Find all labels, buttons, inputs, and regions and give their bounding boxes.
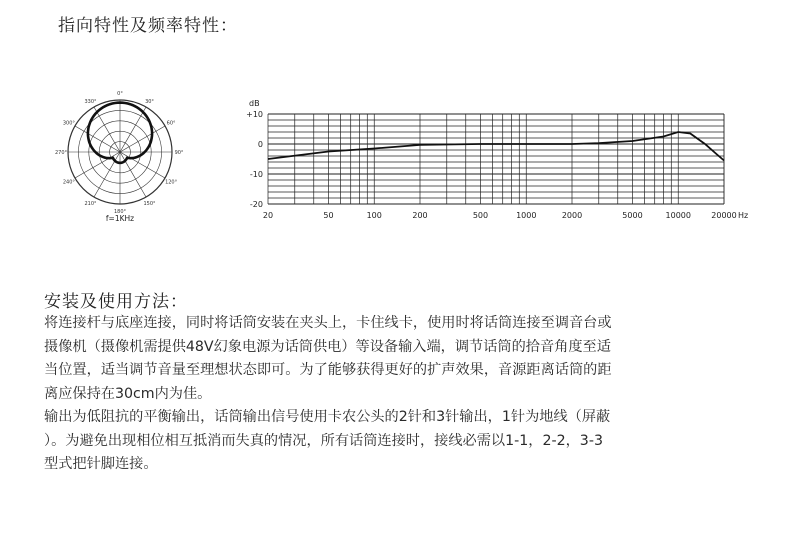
polar-caption: f=1KHz [105, 214, 135, 223]
fr-y-tick-labels [246, 110, 263, 209]
polar-spoke [94, 107, 120, 152]
polar-spoke [75, 126, 120, 152]
polar-grid [68, 100, 172, 204]
section-title-installation: 安装及使用方法： [44, 292, 188, 312]
fr-x-tick-label: 500 [472, 211, 489, 220]
instruction-line: 型式把针脚连接。 [44, 456, 158, 472]
fr-x-tick-label: 20000 [711, 211, 737, 220]
polar-pattern-chart [50, 88, 190, 228]
fr-x-tick-label: 5000 [622, 211, 643, 220]
polar-angle-label: 60° [166, 120, 176, 127]
fr-x-axis-unit: Hz [738, 211, 749, 220]
polar-angle-label: 90° [174, 150, 184, 156]
polar-angle-label: 180° [113, 209, 127, 215]
fr-y-tick-label: -10 [249, 170, 263, 179]
fr-x-tick-label: 10000 [665, 211, 691, 220]
fr-x-tick-label: 2000 [561, 211, 583, 220]
frequency-response-chart [244, 97, 764, 227]
polar-angle-label: 330° [84, 98, 97, 105]
fr-grid [268, 114, 724, 204]
fr-x-tick-label: 20 [262, 211, 274, 220]
fr-x-tick-label: 200 [412, 211, 428, 220]
instruction-line: 摄像机（摄像机需提供48V幻象电源为话筒供电）等设备输入端，调节话筒的拾音角度至适 [44, 338, 611, 355]
polar-angle-label: 120° [165, 179, 178, 186]
polar-angle-label: 270° [54, 150, 68, 156]
section-title-directivity: 指向特性及频率特性： [58, 16, 238, 36]
fr-x-tick-labels [263, 211, 737, 220]
fr-y-axis-label: dB [249, 99, 260, 108]
polar-angle-label: 300° [62, 120, 75, 127]
fr-y-tick-label: -20 [249, 200, 263, 209]
installation-instructions [44, 312, 764, 477]
fr-x-tick-label: 1000 [516, 211, 537, 220]
instruction-line: 离应保持在30cm内为佳。 [44, 385, 212, 402]
polar-angle-label: 210° [84, 201, 97, 208]
polar-spoke [75, 152, 120, 178]
polar-angle-label: 150° [143, 201, 156, 208]
polar-angle-label: 30° [145, 98, 154, 105]
instruction-line: 当位置，适当调节音量至理想状态即可。为了能够获得更好的扩声效果，音源距离话筒的距 [44, 362, 612, 378]
fr-y-tick-label: 0 [257, 140, 263, 149]
polar-spoke [120, 107, 146, 152]
polar-angle-label: 240° [62, 179, 75, 186]
polar-angle-label: 0° [117, 91, 123, 97]
instruction-line: ）。为避免出现相位相互抵消而失真的情况，所有话筒连接时，接线必需以1-1，2-2，3-3 [44, 432, 603, 449]
polar-spoke [120, 152, 165, 178]
polar-spoke [120, 126, 165, 152]
fr-x-tick-label: 100 [366, 211, 382, 220]
fr-x-tick-label: 50 [323, 211, 334, 220]
instruction-line: 将连接杆与底座连接，同时将话筒安装在夹头上，卡住线卡，使用时将话筒连接至调音台或 [44, 315, 612, 331]
instruction-line: 输出为低阻抗的平衡输出，话筒输出信号使用卡农公头的2针和3针输出，1针为地线（屏蔽 [44, 409, 611, 425]
fr-y-tick-label: +10 [246, 110, 263, 119]
